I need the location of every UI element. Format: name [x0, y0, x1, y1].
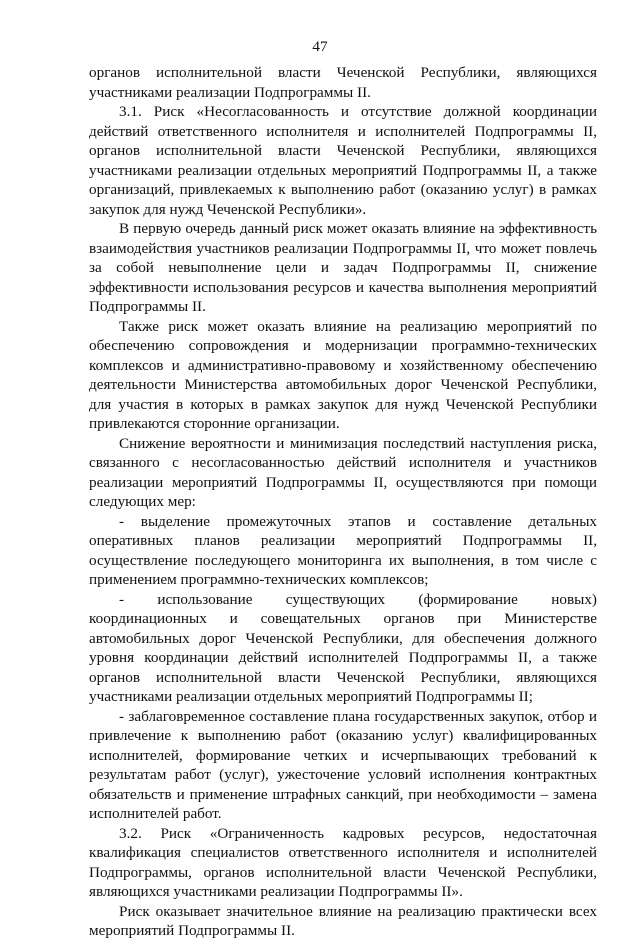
paragraph-mitigation-intro: Снижение вероятности и минимизация последствий наступления риска, связанного с несогласованностью действий исполнителя и участников реализации мероприятий Подпрограммы II, осуществляются при помощи следующих мер:	[89, 434, 597, 510]
paragraph-risk-3-2-impact: Риск оказывает значительное влияние на реализацию практически всех мероприятий Подпрограммы II.	[89, 902, 597, 939]
paragraph-continuation: органов исполнительной власти Чеченской Республики, являющихся участниками реализации Подпрограммы II.	[89, 64, 597, 101]
paragraph-risk-impact: В первую очередь данный риск может оказать влияние на эффективность взаимодействия участников реализации Подпрограммы II, что может повлечь за собой невыполнение цели и задач Подпрограммы II, снижение эффективности использования ресурсов и качества выполнения мероприятий Подпрограммы II.	[89, 220, 597, 315]
paragraph-risk-3-2: 3.2. Риск «Ограниченность кадровых ресурсов, недостаточная квалификация специалистов ответственного исполнителя и исполнителей Подпрограммы, органов исполнительной власти Чеченской Республики, являющихся участниками реализации Подпрограммы II».	[89, 824, 597, 900]
list-item-measure-1: - выделение промежуточных этапов и составление детальных оперативных планов реализации мероприятий Подпрограммы II, осуществление последующего мониторинга их выполнения, в том числе с применением программно-технических комплексов;	[89, 512, 597, 588]
document-body	[89, 63, 597, 941]
list-item-measure-3: - заблаговременное составление плана государственных закупок, отбор и привлечение к выполнению работ (оказанию услуг) квалифицированных исполнителей, формирование четких и исчерпывающих требований к результатам работ (услуг), ужесточение условий исполнения контрактных обязательств и применение штрафных санкций, при необходимости – замена исполнителей работ.	[89, 707, 597, 822]
page-number: 47	[312, 38, 328, 55]
paragraph-risk-influence: Также риск может оказать влияние на реализацию мероприятий по обеспечению сопровождения и модернизации программно-технических комплексов и административно-правовому и хозяйственному обеспечению деятельности Министерства автомобильных дорог Чеченской Республики, для участия в которых в рамках закупок для нужд Чеченской Республики привлекаются сторонние организации.	[89, 317, 597, 432]
paragraph-risk-3-1: 3.1. Риск «Несогласованность и отсутствие должной координации действий ответственного исполнителя и исполнителей Подпрограммы II, органов исполнительной власти Чеченской Республики, являющихся участниками реализации отдельных мероприятий Подпрограммы II, а также организаций, привлекаемых к выполнению работ (оказанию услуг) в рамках закупок для нужд Чеченской Республики».	[89, 103, 597, 218]
list-item-measure-2: - использование существующих (формирование новых) координационных и совещательных органов при Министерстве автомобильных дорог Чеченской Республики, для обеспечения должного уровня координации действий исполнителей Подпрограммы II, а также органов исполнительной власти Чеченской Республики, являющихся участниками реализации отдельных мероприятий Подпрограммы II;	[89, 590, 597, 705]
